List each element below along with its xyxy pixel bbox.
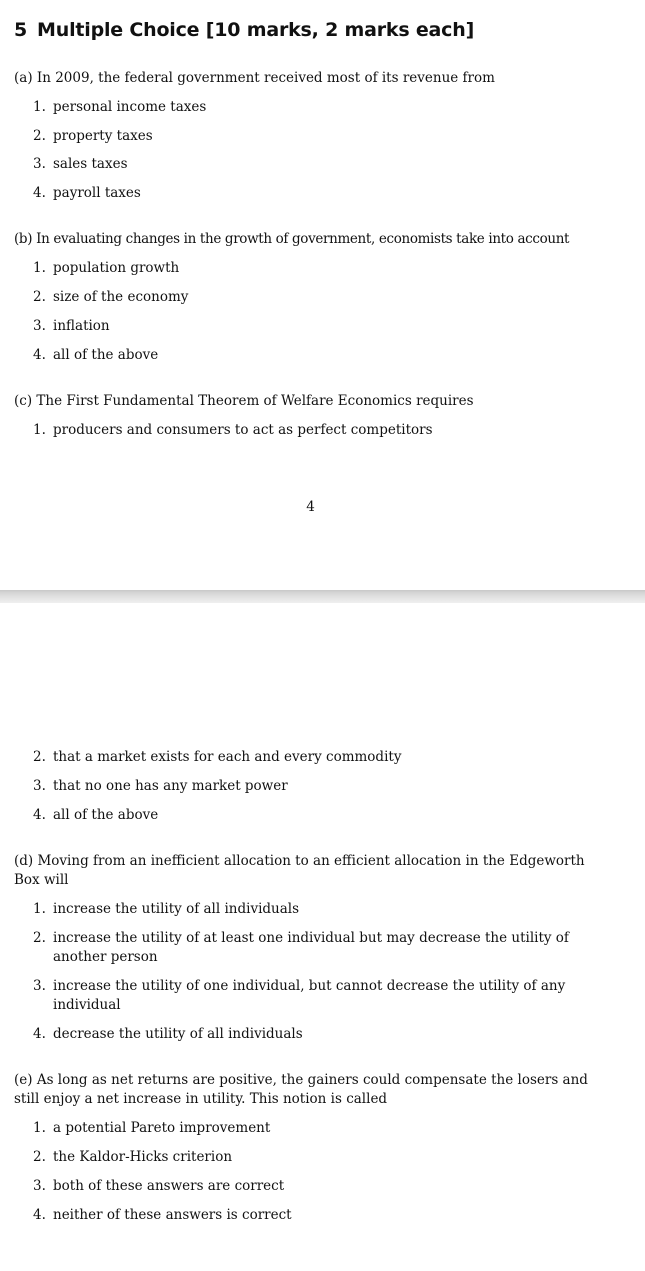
option-b-1 — [33, 259, 606, 278]
option-a-2 — [33, 127, 606, 146]
option-text: neither of these answers is correct — [53, 1207, 292, 1223]
option-d-4 — [33, 1025, 606, 1044]
option-number: 4. — [33, 347, 46, 363]
option-b-3 — [33, 317, 606, 336]
section-title-text: Multiple Choice [10 marks, 2 marks each] — [37, 19, 475, 41]
option-a-3 — [33, 155, 606, 174]
question-text: The First Fundamental Theorem of Welfare Economics requires — [36, 393, 474, 409]
question-label: (a) — [14, 70, 33, 86]
option-e-2 — [33, 1148, 606, 1167]
option-text: all of the above — [53, 807, 159, 823]
question-text: In 2009, the federal government received most of its revenue from — [36, 70, 495, 86]
option-text: increase the utility of all individuals — [53, 901, 300, 917]
option-text: population growth — [53, 260, 180, 276]
option-number: 1. — [33, 901, 46, 917]
option-text: increase the utility of at least one individual but may decrease the utility of another person — [53, 930, 569, 965]
option-text: personal income taxes — [53, 99, 207, 115]
option-text: increase the utility of one individual, but cannot decrease the utility of any individual — [53, 978, 566, 1013]
option-number: 3. — [33, 318, 46, 334]
option-text: that a market exists for each and every commodity — [53, 749, 402, 765]
question-text: As long as net returns are positive, the gainers could compensate the losers and still enjoy a net increase in utility. This notion is called — [14, 1072, 588, 1107]
option-text: payroll taxes — [53, 185, 141, 201]
question-a — [14, 69, 614, 88]
question-text: In evaluating changes in the growth of government, economists take into account — [36, 231, 570, 247]
question-b — [14, 230, 614, 249]
option-d-2 — [33, 929, 606, 967]
question-label: (e) — [14, 1072, 33, 1088]
option-number: 2. — [33, 749, 46, 765]
option-number: 4. — [33, 1207, 46, 1223]
page-number: 4 — [306, 499, 315, 515]
option-text: the Kaldor-Hicks criterion — [53, 1149, 233, 1165]
option-number: 3. — [33, 1178, 46, 1194]
option-number: 2. — [33, 128, 46, 144]
option-c-4 — [33, 806, 606, 825]
document-page-1 — [0, 0, 645, 590]
section-heading — [14, 19, 474, 41]
option-d-3 — [33, 977, 606, 1015]
option-c-2 — [33, 748, 606, 767]
option-number: 4. — [33, 807, 46, 823]
option-e-3 — [33, 1177, 606, 1196]
question-label: (d) — [14, 853, 34, 869]
option-a-1 — [33, 98, 606, 117]
option-number: 1. — [33, 1120, 46, 1136]
option-b-2 — [33, 288, 606, 307]
question-label: (c) — [14, 393, 33, 409]
option-number: 2. — [33, 289, 46, 305]
question-e — [14, 1071, 608, 1109]
option-text: decrease the utility of all individuals — [53, 1026, 303, 1042]
option-c-1 — [33, 421, 606, 440]
option-number: 1. — [33, 99, 46, 115]
option-text: a potential Pareto improvement — [53, 1120, 271, 1136]
option-c-3 — [33, 777, 606, 796]
option-number: 3. — [33, 156, 46, 172]
option-text: all of the above — [53, 347, 159, 363]
option-number: 1. — [33, 422, 46, 438]
question-label: (b) — [14, 231, 33, 247]
option-d-1 — [33, 900, 606, 919]
option-text: producers and consumers to act as perfect competitors — [53, 422, 433, 438]
question-d — [14, 852, 608, 890]
option-text: that no one has any market power — [53, 778, 288, 794]
question-text: Moving from an inefficient allocation to an efficient allocation in the Edgeworth Box will — [14, 853, 585, 888]
option-number: 4. — [33, 1026, 46, 1042]
option-a-4 — [33, 184, 606, 203]
option-number: 1. — [33, 260, 46, 276]
option-text: both of these answers are correct — [53, 1178, 285, 1194]
option-number: 3. — [33, 778, 46, 794]
document-page-2 — [0, 603, 645, 1271]
option-number: 2. — [33, 1149, 46, 1165]
option-b-4 — [33, 346, 606, 365]
option-e-1 — [33, 1119, 606, 1138]
option-text: size of the economy — [53, 289, 189, 305]
option-e-4 — [33, 1206, 606, 1225]
option-number: 2. — [33, 930, 46, 946]
option-text: sales taxes — [53, 156, 128, 172]
option-number: 3. — [33, 978, 46, 994]
page-separator — [0, 590, 645, 603]
section-number: 5 — [14, 19, 28, 41]
question-c — [14, 392, 614, 411]
option-text: inflation — [53, 318, 110, 334]
option-text: property taxes — [53, 128, 153, 144]
option-number: 4. — [33, 185, 46, 201]
